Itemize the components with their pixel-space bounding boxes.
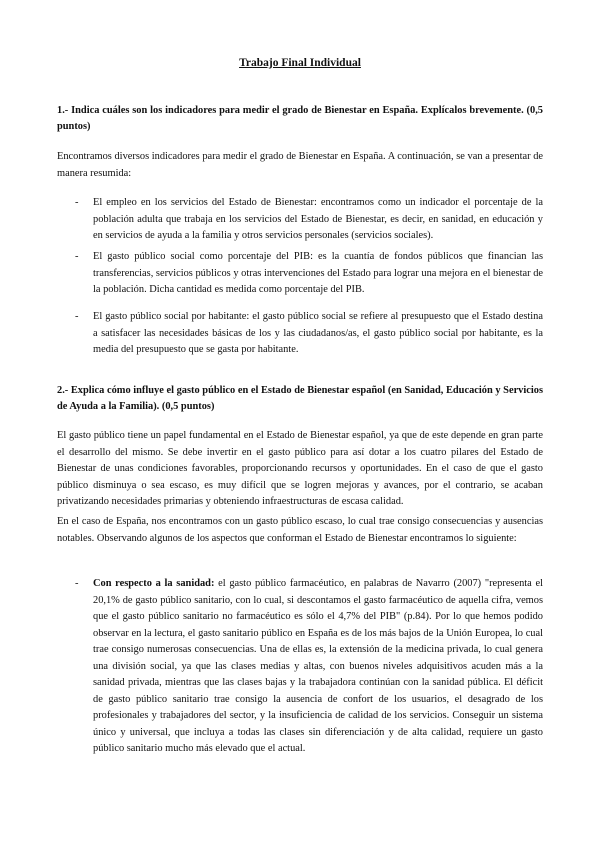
question-2: 2.- Explica cómo influye el gasto público en el Estado de Bienestar español (en Sanidad, Educación y Servicios de Ayuda a la Familia). (0,5 puntos) [57, 385, 543, 412]
list-item-text: El gasto público social como porcentaje del PIB: es la cuantía de fondos públicos que financian las transferencias, servicios públicos y otras intervenciones del Estado para lograr una mejora en el bienestar de la población. Dicha cantidad es medida como porcentaje del PIB. [93, 251, 543, 295]
list-item-text [93, 576, 543, 758]
paragraph-gasto-publico: El gasto público tiene un papel fundamental en el Estado de Bienestar español, ya que de este depende en gran parte el desarrollo del mismo. Se debe invertir en el gasto público para así dotar a los cuatro pilares del Estado de Bienestar de unas condiciones favorables, proporcionando recursos y oportunidades. En el caso de que el gasto público disminuya o sea escaso, es muy difícil que se logren mejoras y avances, por el contrario, se acaban privatizando necesidades primarias y obteniendo infraestructuras de escasa calidad. [57, 430, 543, 507]
page-title: Trabajo Final Individual [239, 57, 361, 69]
list-item [57, 249, 543, 299]
list-item-text: El empleo en los servicios del Estado de Bienestar: encontramos como un indicador el porcentaje de la población adulta que trabaja en los servicios del Estado de Bienestar, es decir, en sanidad, en educación y en servicios de ayuda a la familia y otros servicios personales (servicios sociales). [93, 197, 543, 241]
bullet-dash: - [75, 197, 79, 208]
list-item [57, 195, 543, 245]
list-item-body: el gasto público farmacéutico, en palabras de Navarro (2007) "representa el 20,1% de gasto público sanitario, con lo cual, si descontamos el gasto farmacéutico de aquella cifra, vemos que el gasto público sanitario no farmacéutico es sólo el 4,7% del PIB" (p.84). Por lo que hemos podido observar en la lectura, el gasto sanitario público en España es de los más bajos de la Unión Europea, lo cual trae consigo numerosas consecuencias. Una de ellas es, la extensión de la medicina privada, lo cual genera una división social, ya que las clases medias y altas, con buenos niveles adquisitivos acuden más a la sanidad privada, mientras que las clases bajas y la trabajadora continúan con la sanidad pública. El déficit de gasto público sanitario trae consigo la ausencia de confort de los usuarios, el desagrado de los profesionales y trabajadores del sector, y la insuficiencia de calidad de los servicios. Conseguir un sistema único y universal, que incluya a todas las clases sin diferenciación y de alta calidad, requiere un gasto público sanitario mucho más elevado que el actual. [93, 578, 543, 754]
bullet-dash: - [75, 311, 79, 322]
list-item-lead: Con respecto a la sanidad: [93, 578, 215, 589]
paragraph-intro-indicators: Encontramos diversos indicadores para medir el grado de Bienestar en España. A continuación, se van a presentar de manera resumida: [57, 151, 543, 179]
paragraph-caso-espana: En el caso de España, nos encontramos con un gasto público escaso, lo cual trae consigo consecuencias y ausencias notables. Observando algunos de los aspectos que conforman el Estado de Bienestar encontramos lo siguiente: [57, 516, 543, 544]
list-item [57, 576, 543, 758]
bullet-dash: - [75, 251, 79, 262]
list-item-text: El gasto público social por habitante: el gasto público social se refiere al presupuesto que el Estado destina a satisfacer las necesidades básicas de los y las ciudadanos/as, el gasto público social por habitante, es la media del presupuesto que se gasta por habitante. [93, 311, 543, 355]
bullet-dash: - [75, 578, 79, 589]
list-item [57, 309, 543, 359]
question-1: 1.- Indica cuáles son los indicadores para medir el grado de Bienestar en España. Explícalos brevemente. (0,5 puntos) [57, 105, 543, 132]
